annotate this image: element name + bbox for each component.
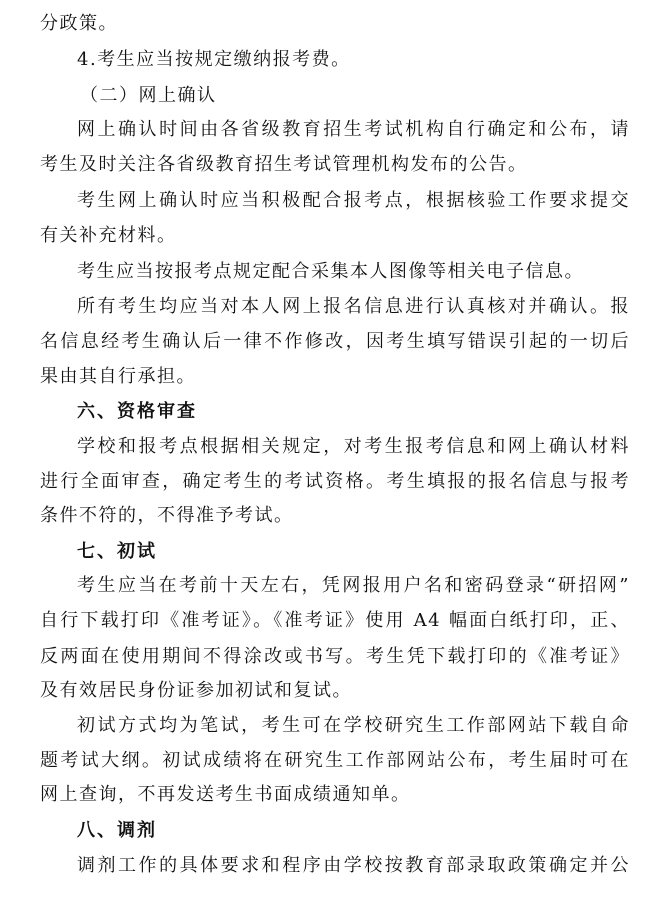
section-heading-qualification-review: 六、资格审查 — [77, 401, 197, 422]
section-heading-adjustment: 八、调剂 — [77, 820, 157, 841]
paragraph-line: 考生及时关注各省级教育招生考试管理机构发布的公告。 — [40, 154, 528, 175]
paragraph-line: 考生应当在考前十天左右，凭网报用户名和密码登录“研招网” — [77, 575, 630, 596]
paragraph-line: 条件不符的，不得准予考试。 — [40, 505, 294, 526]
paragraph-line: 及有效居民身份证参加初试和复试。 — [40, 680, 352, 701]
paragraph-line: 网上确认时间由各省级教育招生考试机构自行确定和公布，请 — [77, 119, 630, 140]
paragraph-line: 名信息经考生确认后一律不作修改，因考生填写错误引起的一切后 — [40, 331, 630, 352]
list-item-fee: 4.考生应当按规定缴纳报考费。 — [77, 49, 351, 70]
paragraph-line: 果由其自行承担。 — [40, 366, 196, 387]
paragraph-line: 初试方式均为笔试，考生可在学校研究生工作部网站下载自命 — [77, 715, 630, 736]
subsection-heading-online-confirmation: （二）网上确认 — [80, 85, 217, 106]
paragraph-line: 有关补充材料。 — [40, 225, 177, 246]
paragraph-line: 反两面在使用期间不得涂改或书写。考生凭下载打印的《准考证》 — [40, 646, 630, 667]
paragraph-line: 自行下载打印《准考证》。《准考证》使用 A4 幅面白纸打印，正、 — [40, 610, 630, 631]
section-heading-preliminary-exam: 七、初试 — [77, 541, 157, 562]
paragraph-line: 考生应当按报考点规定配合采集本人图像等相关电子信息。 — [77, 261, 584, 282]
paragraph-line: 进行全面审查，确定考生的考试资格。考生填报的报名信息与报考 — [40, 471, 630, 492]
paragraph-line: 学校和报考点根据相关规定，对考生报考信息和网上确认材料 — [77, 436, 630, 457]
paragraph-line: 题考试大纲。初试成绩将在研究生工作部网站公布，考生届时可在 — [40, 750, 630, 771]
paragraph-line: 分政策。 — [40, 13, 118, 34]
paragraph-line: 调剂工作的具体要求和程序由学校按教育部录取政策确定并公 — [77, 855, 630, 876]
paragraph-line: 网上查询，不再发送考生书面成绩通知单。 — [40, 784, 411, 805]
paragraph-line: 考生网上确认时应当积极配合报考点，根据核验工作要求提交 — [77, 190, 630, 211]
paragraph-line: 所有考生均应当对本人网上报名信息进行认真核对并确认。报 — [77, 296, 630, 317]
